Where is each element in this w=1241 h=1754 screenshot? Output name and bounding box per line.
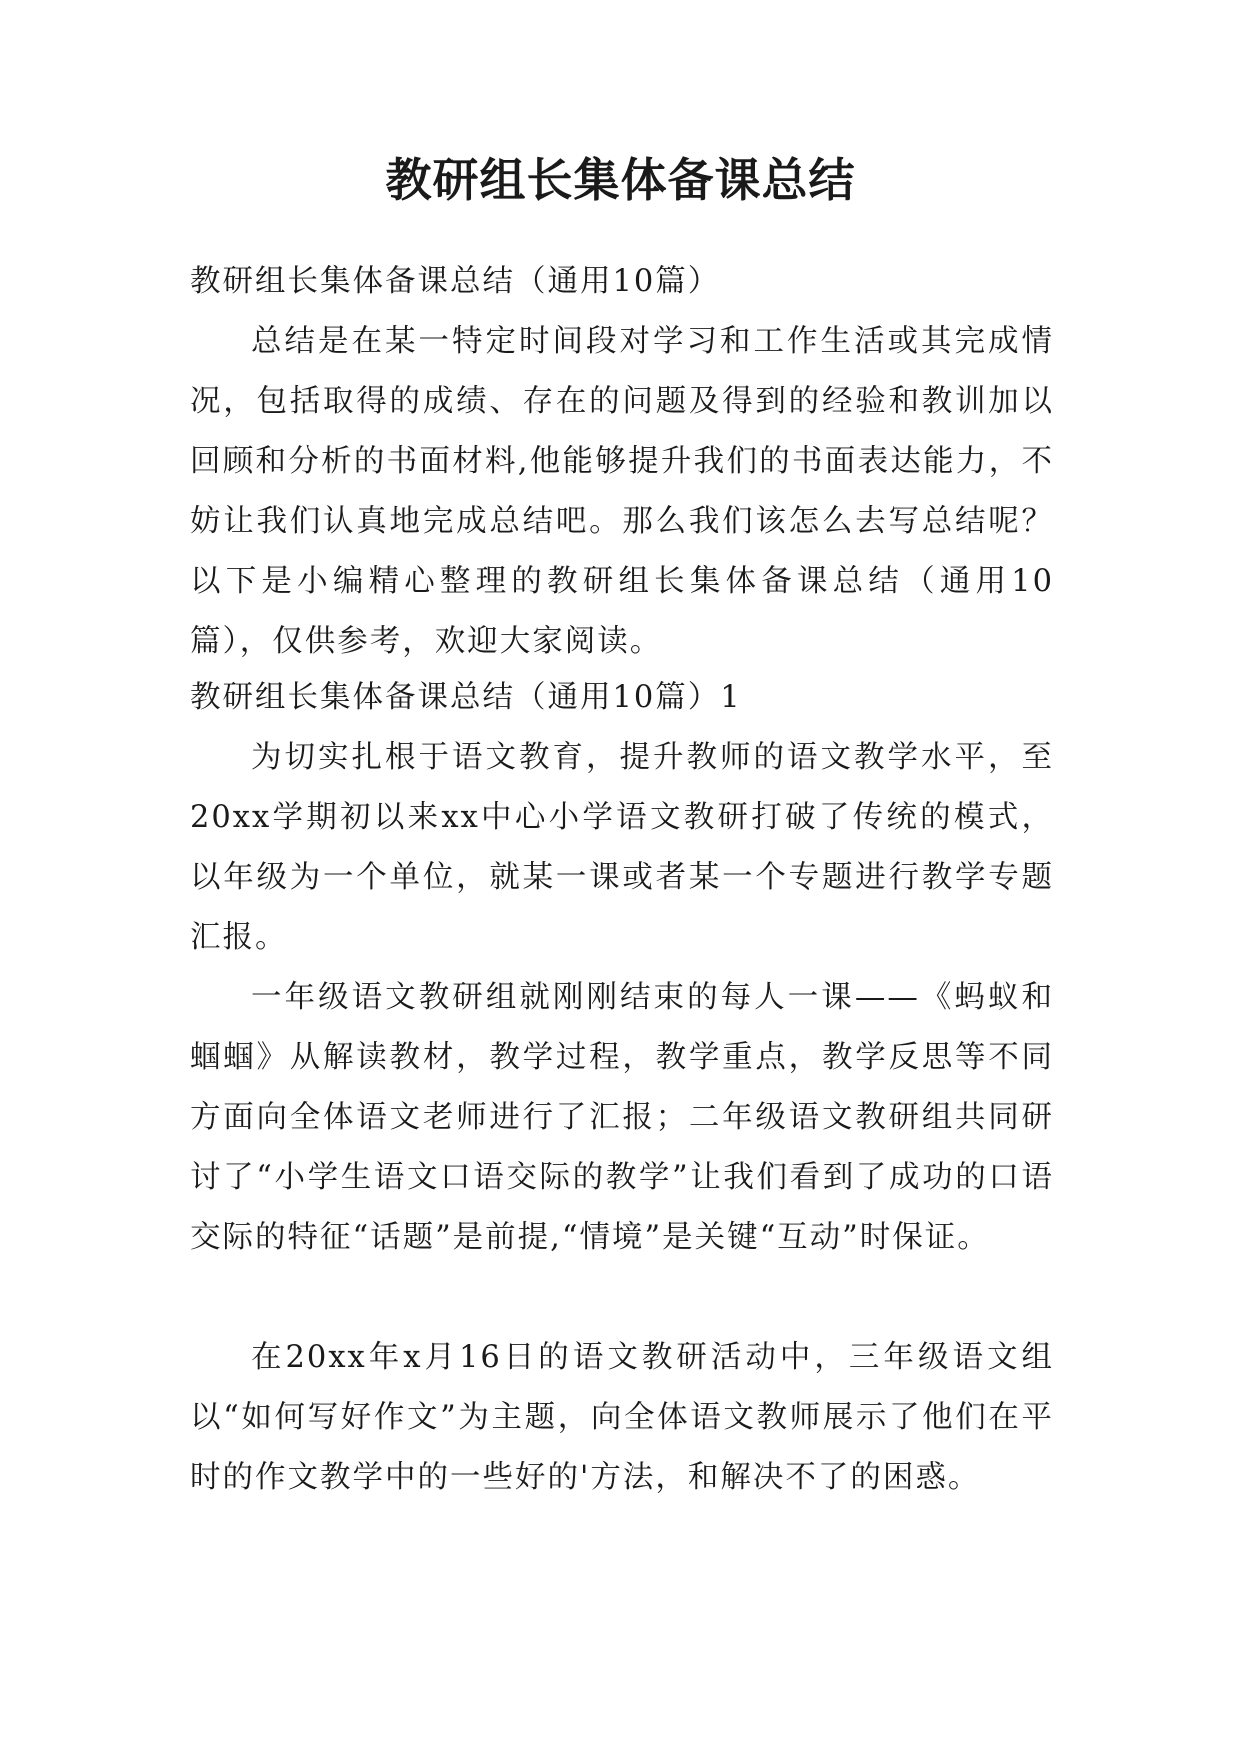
- section-paragraph-2: 一年级语文教研组就刚刚结束的每人一课——《蚂蚁和蝈蝈》从解读教材，教学过程，教学重点，教学反思等不同方面向全体语文老师进行了汇报；二年级语文教研组共同研讨了“小学生语文口语交际的教学”让我们看到了成功的口语交际的特征“话题”是前提,“情境”是关键“互动”时保证。: [190, 980, 1054, 1255]
- document-subtitle: 教研组长集体备课总结（通用10篇）: [190, 264, 721, 299]
- intro-paragraph: 总结是在某一特定时间段对学习和工作生活或其完成情况，包括取得的成绩、存在的问题及得到的经验和教训加以回顾和分析的书面材料,他能够提升我们的书面表达能力，不妨让我们认真地完成总结吧。那么我们该怎么去写总结呢？以下是小编精心整理的教研组长集体备课总结（通用10篇），仅供参考，欢迎大家阅读。: [190, 324, 1054, 659]
- section-heading: 教研组长集体备课总结（通用10篇）1: [190, 680, 742, 715]
- section-paragraph-1: 为切实扎根于语文教育，提升教师的语文教学水平，至20xx学期初以来xx中心小学语文教研打破了传统的模式，以年级为一个单位，就某一课或者某一个专题进行教学专题汇报。: [190, 740, 1054, 955]
- section-paragraph-3: 在20xx年x月16日的语文教研活动中，三年级语文组以“如何写好作文”为主题，向全体语文教师展示了他们在平时的作文教学中的一些好的'方法，和解决不了的困惑。: [190, 1340, 1054, 1495]
- document-title: 教研组长集体备课总结: [385, 153, 856, 207]
